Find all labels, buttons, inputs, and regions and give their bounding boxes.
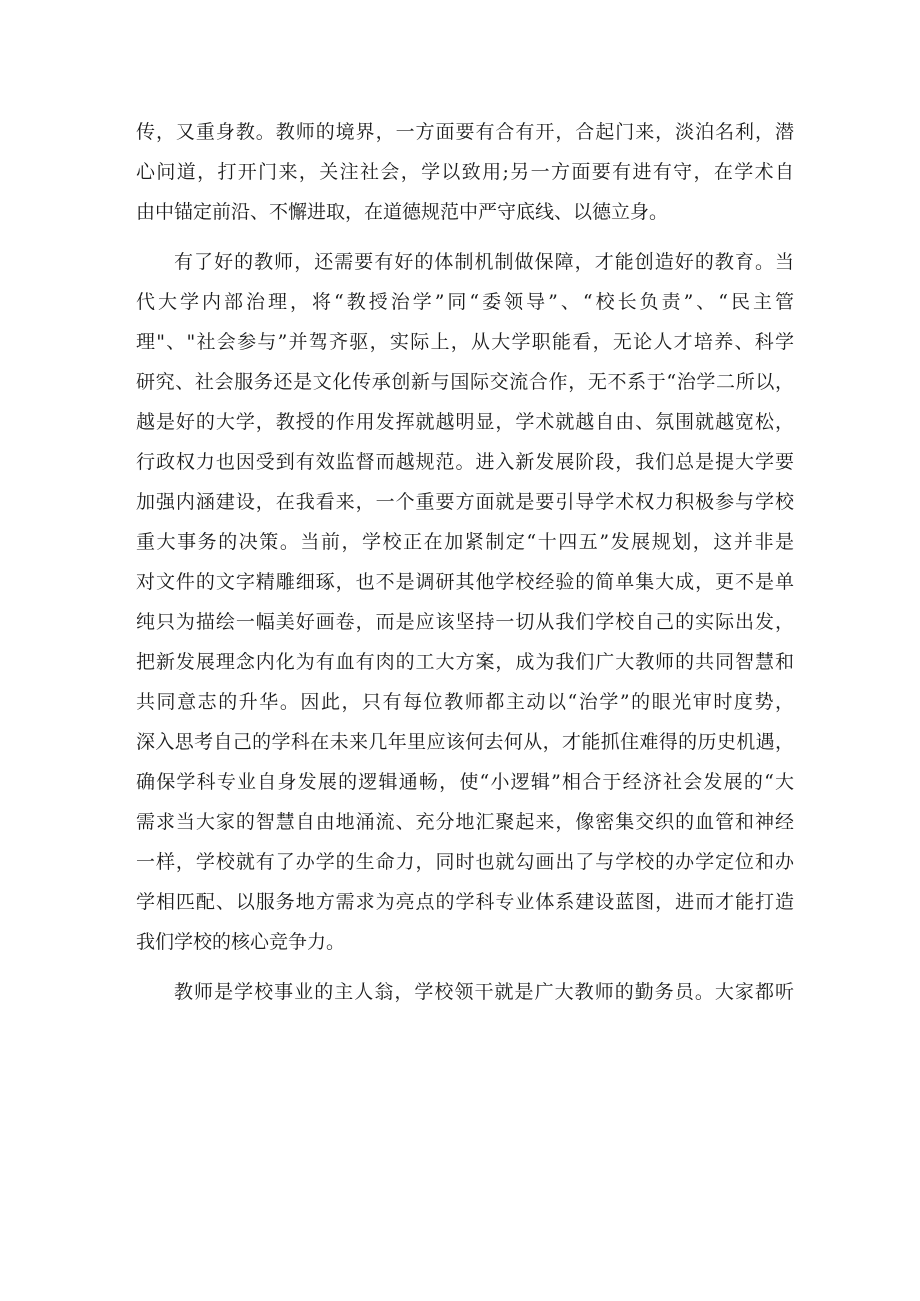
text-line: 深入思考自己的学科在未来几年里应该何去何从，才能抓住难得的历史机遇，: [136, 731, 794, 753]
text-line: 研究、社会服务还是文化传承创新与国际交流合作，无不系于“治学二所以，: [136, 371, 794, 393]
document-page: [136, 112, 794, 1012]
text-line: 传，又重身教。教师的境界，一方面要有合有开，合起门来，淡泊名利，潜: [136, 121, 794, 143]
text-line: 理"、"社会参与”并驾齐驱，实际上，从大学职能看，无论人才培养、科学: [136, 331, 794, 353]
text-line: 代大学内部治理，将“教授治学”同“委领导”、“校长负责”、“民主管: [136, 291, 794, 313]
paragraph-1: [136, 112, 794, 232]
paragraph-2: [136, 242, 794, 962]
paragraph-3: [136, 972, 794, 1012]
text-line: 加强内涵建设，在我看来，一个重要方面就是要引导学术权力积极参与学校: [136, 491, 794, 513]
text-line: 重大事务的决策。当前，学校正在加紧制定“十四五”发展规划，这并非是: [136, 531, 794, 553]
text-line: 越是好的大学，教授的作用发挥就越明显，学术就越自由、氛围就越宽松，: [136, 411, 794, 433]
text-line: 确保学科专业自身发展的逻辑通畅，使“小逻辑”相合于经济社会发展的“大: [136, 771, 794, 793]
text-line: 由中锚定前沿、不懈进取，在道德规范中严守底线、以德立身。: [136, 201, 669, 223]
text-line: 心问道，打开门来，关注社会，学以致用;另一方面要有进有守，在学术自: [136, 161, 794, 183]
text-line: 对文件的文字精雕细琢，也不是调研其他学校经验的简单集大成，更不是单: [136, 571, 794, 593]
text-line: 有了好的教师，还需要有好的体制机制做保障，才能创造好的教育。当: [174, 251, 794, 273]
text-line: 我们学校的核心竞争力。: [136, 931, 346, 953]
text-line: 需求当大家的智慧自由地涌流、充分地汇聚起来，像密集交织的血管和神经: [136, 811, 794, 833]
text-line: 教师是学校事业的主人翁，学校领干就是广大教师的勤务员。大家都听: [174, 981, 794, 1003]
text-line: 纯只为描绘一幅美好画卷，而是应该坚持一切从我们学校自己的实际出发，: [136, 611, 794, 633]
text-line: 行政权力也因受到有效监督而越规范。进入新发展阶段，我们总是提大学要: [136, 451, 794, 473]
text-line: 一样，学校就有了办学的生命力，同时也就勾画出了与学校的办学定位和办: [136, 851, 794, 873]
text-line: 学相匹配、以服务地方需求为亮点的学科专业体系建设蓝图，进而才能打造: [136, 891, 794, 913]
text-line: 共同意志的升华。因此，只有每位教师都主动以“治学”的眼光审时度势，: [136, 691, 794, 713]
text-line: 把新发展理念内化为有血有肉的工大方案，成为我们广大教师的共同智慧和: [136, 651, 794, 673]
